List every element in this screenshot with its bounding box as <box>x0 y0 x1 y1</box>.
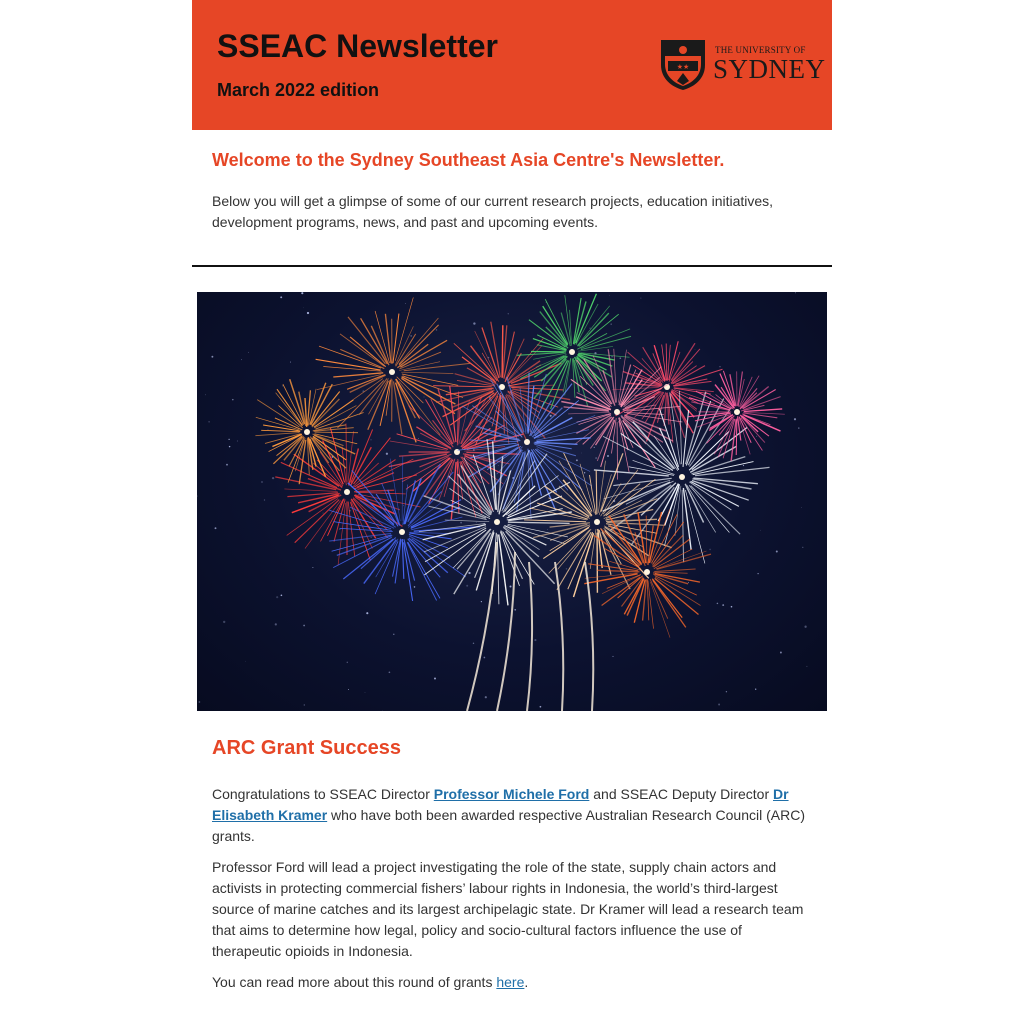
logo-text-small: THE UNIVERSITY OF <box>715 45 806 55</box>
svg-text:★★: ★★ <box>676 63 690 71</box>
dr-elisabeth-kramer-link[interactable]: Dr Elisabeth Kramer <box>212 786 789 823</box>
arc-grant-heading: ARC Grant Success <box>212 737 401 759</box>
welcome-heading: Welcome to the Sydney Southeast Asia Centre's Newsletter. <box>212 150 725 170</box>
logo-text-sydney: SYDNEY <box>713 54 826 84</box>
project-description-paragraph: Professor Ford will lead a project investigating the role of the state, supply chain actors and activists in protecting commercial fishers’ labour rights in Indonesia, the world’s third-largest source of marine catches and its largest archipelagic state. Dr Kramer will lead a research team that aims to determine how legal, policy and socio-cultural factors influence the use of therapeutic opioids in Indonesia. <box>212 859 804 959</box>
p1-text-a: Congratulations to SSEAC Director <box>212 786 434 802</box>
intro-paragraph: Below you will get a glimpse of some of our current research projects, education initiatives, development programs, news, and past and upcoming events. <box>212 193 774 230</box>
header-banner <box>192 0 832 130</box>
university-logo[interactable] <box>658 37 826 91</box>
section-divider <box>192 265 832 267</box>
crest-icon <box>658 37 708 91</box>
newsletter-container <box>192 0 832 990</box>
p1-text-c: who have both been awarded respective Australian Research Council (ARC) grants. <box>212 807 805 844</box>
newsletter-title: SSEAC Newsletter <box>217 28 498 64</box>
here-link[interactable]: here <box>496 974 525 990</box>
professor-michele-ford-link[interactable]: Professor Michele Ford <box>433 786 590 802</box>
fireworks-illustration <box>197 292 827 711</box>
read-more-paragraph <box>212 972 812 993</box>
p3-text-a: You can read more about this round of grants <box>212 974 497 990</box>
p3-text-b: . <box>524 974 529 990</box>
edition-label: March 2022 edition <box>217 80 380 100</box>
fireworks-image <box>197 292 827 711</box>
congratulations-paragraph <box>212 784 812 847</box>
p1-text-b: and SSEAC Deputy Director <box>589 786 773 802</box>
